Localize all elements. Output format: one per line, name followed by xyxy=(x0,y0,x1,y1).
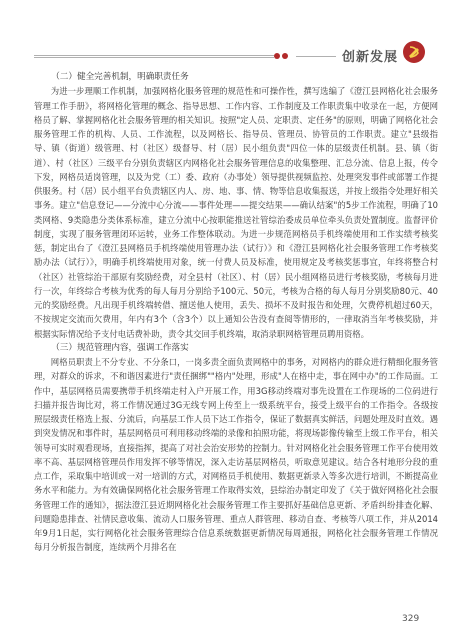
section-heading: （二）健全完善机制，明确职责任务 xyxy=(51,72,189,82)
page-header xyxy=(0,0,468,65)
page-number: 329 xyxy=(402,614,420,624)
communist-party-emblem-icon xyxy=(402,40,426,64)
paragraph: 为进一步理顺工作机制，加强网格化服务管理的规范性和可操作性，撰写选编了《澄江县网格化社会服务管理工作手册》，将网格化管理的概念、指导思想、工作内容、工作制度及工作职责集中收录在一起，方便网格员了解、掌握网格化社会服务管理的相关知识。按照"定人员、定职责、定任务"的原则，明确了网格化社会服务管理工作的机构、人员、工作流程，以及网格长、指导员、管理员、协管员的工作职责。建立"县级指导、镇（街道）级管理、村（社区）级督导、村（居）民小组负责"四位一体的层级责任机制。县、镇（街道）、村（社区）三级平台分别负责辖区内网格化社会服务管理信息的收集整理、汇总分流、信息上报，传令下发，网格员适岗管理，以及为党（工）委、政府（办事处）领导提供视频监控、处理突发事件或部署工作提供服务。村（居）民小组平台负责辖区内人、房、地、事、情、物等信息收集报送，并按上级指令处理好相关事务。建立"信息登记——分流中心分流——事件处理——提交结果——确认结案"的5步工作流程，明确了10类网格、9类隐患分类体系标准，建立分流中心按职能推送社管综治委成员单位牵头负责处置制度。监督评价制度，实现了服务管理闭环运转，业务工作整体联动。为进一步规范网格员手机终端使用和工作实绩考核奖惩，制定出台了《澄江县网格员手机终端使用管理办法（试行）》和《澄江县网格化社会服务管理工作考核奖励办法（试行）》，明确手机终端使用对象，统一付费人员及标准，使用规定及考核奖惩事宜，年终将整合村（社区）社管综治干部原有奖励经费，对全县村（社区）、村（居）民小组网格员进行考核奖励，考核每月进行一次，年终综合考核为优秀的每人每月分别给予100元、50元，考核为合格的每人每月分别奖励80元、40元的奖励经费。凡出现手机终端转借、擅送他人使用，丢失、损坏不及时报告和处理，欠费停机超过60天，不按规定交流而欠费用，年内有3个（含3个）以上通知公告没有查阅等情形的，一律取消当年考核奖励，并根据实际情况给予支付电话费补助，责令其交回手机终端，取消录职网格管理员聘用资格。 xyxy=(34,86,438,339)
section-title: 创新发展 xyxy=(342,50,399,65)
header-dot xyxy=(274,53,280,59)
paragraph: 网格员职责上不分专业、不分条口，一岗多责全面负责网格中的事务，对网格内的群众进行精细化服务管理，对群众的诉求，不和谐因素进行"责任捆绑""格内"处理，形成"人在格中走，事在网中办"的工作局面。工作中，基层网格员需要携带手机终端走村入户开展工作，用3G移动终端对事先设置在工作现场的二位码进行扫描并报告询比对，将工作情况通过3G无线专网上传至上一级系统平台，接受上级平台的工作指令。各级按照层级责任格选上报、分流后，向基层工作人员下达工作指令，保证了数据真实鲜活，问题处理及时直效。遇到突发情况和事件时，基层网格员可利用移动终端的录像和拍照功能，将现场影像传输至上级工作平台，相关领导可实时观看现场，直接指挥，提高了对社会治安形势的控制力。针对网格化社会服务管理工作平台使用效率不高、基层网格管理员作用发挥不够等情况，深入走访基层网格员，听取意见建议。结合各村地形分段的重点工作，采取集中培训或一对一培训的方式，对网格员手机使用、数据更新录入等多次进行培训，不断提高业务水平和能力。为有效确保网格化社会服务管理工作取得实效，县综治办制定印发了《关于做好网格化社会服务管理工作的通知》，据法澄江县近期网格化社会服务管理工作主要抓好基础信息更新、矛盾纠纷排查化解、问题隐患排查、社情民意收集、流动人口服务管理、重点人群管理、移动自查、考核等八项工作，并从2014年9月1日起，实行网格化社会服务管理综合信息系统数据更新情况每周通报，网格化社会服务管理工作情况每月分析报告制度，连续两个月排名在 xyxy=(34,357,438,553)
header-rule-secondary xyxy=(34,57,274,58)
section-heading: （三）规范管理内容，强调工作落实 xyxy=(51,342,189,353)
header-rule xyxy=(34,55,274,56)
header-dot xyxy=(282,53,288,59)
article-body xyxy=(34,70,438,555)
header-rule-right xyxy=(296,56,336,57)
